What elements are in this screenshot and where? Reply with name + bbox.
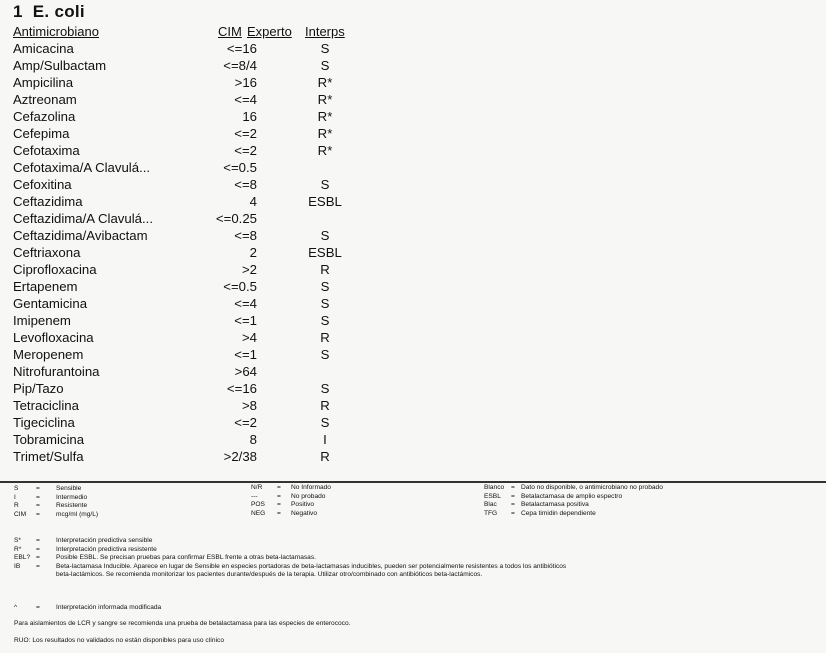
interpretation: S — [320, 58, 330, 73]
antimicrobial-name: Ceftriaxona — [13, 245, 81, 260]
ruo-note: RUO: Los resultados no validados no están disponibles para uso clínico — [14, 637, 225, 644]
interpretation: ESBL — [308, 245, 342, 260]
cim-value: <=1 — [234, 313, 257, 328]
modified-desc: Interpretación informada modificada — [56, 604, 162, 611]
antimicrobial-name: Pip/Tazo — [13, 381, 64, 396]
table-row — [13, 363, 413, 380]
interpretation: S — [320, 228, 330, 243]
interpretation: R* — [317, 92, 333, 107]
antimicrobial-name: Tobramicina — [13, 432, 85, 447]
table-row — [13, 108, 413, 125]
legend-divider — [0, 481, 826, 483]
cim-value: 16 — [242, 109, 257, 124]
table-row — [13, 397, 413, 414]
antimicrobial-name: Cefepima — [13, 126, 70, 141]
note-continuation: beta-lactámicos. Se recomienda monitorizar los pacientes durante/después de la terapia. Utilizar otro/combinado con antibióticos beta-lactámicos. — [56, 571, 483, 579]
table-row — [13, 210, 413, 227]
cim-value: <=8 — [234, 228, 257, 243]
antimicrobial-name: Ampicilina — [13, 75, 74, 90]
interpretation: R — [320, 398, 330, 413]
legend-entry — [251, 501, 331, 510]
table-row — [13, 346, 413, 363]
cim-value: <=8 — [234, 177, 257, 192]
cim-value: <=0.25 — [215, 211, 257, 226]
note-entry — [14, 546, 566, 555]
legend-entry — [484, 484, 663, 493]
cim-value: <=4 — [234, 296, 257, 311]
lcr-note: Para aislamientos de LCR y sangre se recomienda una prueba de betalactamasa para las especies de enterococo. — [14, 620, 351, 627]
legend-entry — [14, 502, 98, 511]
report-title — [13, 2, 85, 22]
equals-sign: = — [511, 501, 515, 509]
legend-entry — [251, 510, 331, 519]
note-description: Interpretación predictiva resistente — [56, 545, 157, 553]
cim-value: <=2 — [234, 143, 257, 158]
antimicrobial-name: Aztreonam — [13, 92, 77, 107]
legend-key: TFG — [484, 509, 498, 517]
antimicrobial-name: Levofloxacina — [13, 330, 94, 345]
modified-note — [14, 604, 161, 611]
antimicrobial-name: Ceftazidima — [13, 194, 83, 209]
legend-entry — [484, 510, 663, 519]
legend-column-2 — [251, 484, 331, 518]
table-row — [13, 278, 413, 295]
cim-value: <=4 — [234, 92, 257, 107]
cim-value: <=2 — [234, 415, 257, 430]
interpretation: ESBL — [308, 194, 342, 209]
interpretation: S — [320, 381, 330, 396]
interpretation: R* — [317, 75, 333, 90]
equals-sign: = — [36, 537, 40, 544]
antimicrobial-name: Amicacina — [13, 41, 74, 56]
legend-description: No Informado — [291, 484, 331, 491]
legend-key: S — [14, 485, 19, 492]
cim-value: 4 — [249, 194, 257, 209]
cim-value: <=0.5 — [223, 160, 257, 175]
cim-value: <=2 — [234, 126, 257, 141]
legend-key: Blanco — [484, 484, 505, 491]
table-row — [13, 244, 413, 261]
antimicrobial-name: Ceftazidima/Avibactam — [13, 228, 148, 243]
table-row — [13, 329, 413, 346]
legend-key: POS — [251, 501, 265, 509]
interpretation: S — [320, 177, 330, 192]
column-header-interps: Interps — [305, 24, 345, 39]
equals-sign: = — [36, 493, 40, 501]
legend-key: Blac — [484, 501, 497, 509]
table-row — [13, 91, 413, 108]
antimicrobial-name: Cefoxitina — [13, 177, 72, 192]
legend-description: Betalactamasa de amplio espectro — [521, 492, 623, 500]
equals-sign: = — [36, 510, 40, 518]
antimicrobial-name: Meropenem — [13, 347, 84, 362]
interpretation: R — [320, 330, 330, 345]
legend-key: NEG — [251, 509, 266, 517]
equals-sign: = — [277, 492, 281, 500]
note-key: R* — [14, 545, 22, 553]
equals-sign: = — [511, 484, 515, 491]
legend-key: N/R — [251, 484, 263, 491]
table-row — [13, 125, 413, 142]
legend-description: mcg/ml (mg/L) — [56, 510, 99, 518]
interpretation: I — [323, 432, 327, 447]
note-key: EBL? — [14, 554, 31, 562]
interpretation: R* — [317, 126, 333, 141]
equals-sign: = — [511, 509, 515, 517]
table-row — [13, 431, 413, 448]
antimicrobial-name: Cefotaxima/A Clavulá... — [13, 160, 151, 175]
legend-key: CIM — [14, 510, 27, 518]
cim-value: <=16 — [226, 381, 257, 396]
legend-description: No probado — [291, 492, 326, 500]
interpretation: S — [320, 279, 330, 294]
interpretation: R* — [317, 109, 333, 124]
legend-description: Betalactamasa positiva — [521, 501, 589, 509]
isolate-number: 1 — [13, 2, 23, 21]
cim-value: >16 — [234, 75, 257, 90]
legend-description: Resistente — [56, 502, 88, 510]
table-row — [13, 57, 413, 74]
legend-description: Positivo — [291, 501, 315, 509]
legend-entry — [484, 501, 663, 510]
antimicrobial-name: Cefazolina — [13, 109, 76, 124]
table-row — [13, 448, 413, 465]
legend-entry — [251, 484, 331, 493]
cim-value: >8 — [241, 398, 257, 413]
note-key: S* — [14, 537, 21, 544]
table-row — [13, 261, 413, 278]
column-header-antimicrobial: Antimicrobiano — [13, 24, 99, 39]
table-row — [13, 74, 413, 91]
legend-column-3 — [484, 484, 663, 518]
legend-entry — [484, 493, 663, 502]
antimicrobial-name: Tigeciclina — [13, 415, 75, 430]
equals-sign: = — [36, 554, 40, 562]
legend-key: ESBL — [484, 492, 501, 500]
table-row — [13, 193, 413, 210]
antimicrobial-name: Tetraciclina — [13, 398, 79, 413]
table-row — [13, 159, 413, 176]
note-description: Posible ESBL. Se precisan pruebas para confirmar ESBL frente a otras beta-lactamasas. — [56, 554, 316, 562]
results-table — [13, 40, 413, 465]
legend-entry — [14, 485, 98, 494]
legend-description: Sensible — [56, 485, 82, 492]
table-row — [13, 312, 413, 329]
note-description: Interpretación predictiva sensible — [56, 537, 153, 544]
note-description: Beta-lactamasa Inducible. Aparece en lugar de Sensible en especies portadoras de beta-lactamasas inducibles, pueden ser potencialmente resistentes a todos los antibióticos — [56, 562, 567, 570]
legend-description: Dato no disponible, o antimicrobiano no probado — [521, 484, 663, 491]
organism-name: E. coli — [32, 2, 85, 21]
note-key: IB — [14, 562, 21, 570]
table-row — [13, 142, 413, 159]
legend-key: I — [14, 493, 16, 501]
equals-sign: = — [277, 484, 281, 491]
note-entry — [14, 554, 566, 563]
antimicrobial-name: Gentamicina — [13, 296, 88, 311]
equals-sign: = — [36, 545, 40, 553]
legend-key: R — [14, 502, 19, 510]
antimicrobial-name: Amp/Sulbactam — [13, 58, 107, 73]
antimicrobial-name: Ciprofloxacina — [13, 262, 97, 277]
interpretation-notes — [14, 537, 566, 580]
cim-value: >2/38 — [223, 449, 257, 464]
cim-value: <=16 — [226, 41, 257, 56]
cim-value: 2 — [249, 245, 257, 260]
note-entry — [14, 537, 566, 546]
table-row — [13, 176, 413, 193]
interpretation: R* — [317, 143, 333, 158]
table-row — [13, 414, 413, 431]
antimicrobial-name: Nitrofurantoina — [13, 364, 100, 379]
cim-value: <=8/4 — [223, 58, 257, 73]
equals-sign: = — [277, 509, 281, 517]
legend-description: Intermedio — [56, 493, 88, 501]
note-entry — [14, 563, 566, 572]
column-header-expert: Experto — [247, 24, 292, 39]
column-header-cim: CIM — [218, 24, 242, 39]
antimicrobial-name: Cefotaxima — [13, 143, 80, 158]
interpretation: R — [320, 449, 330, 464]
cim-value: 8 — [249, 432, 257, 447]
table-row — [13, 227, 413, 244]
equals-sign: = — [36, 485, 40, 492]
legend-key: --- — [251, 492, 258, 500]
legend-column-1 — [14, 485, 98, 519]
cim-value: <=1 — [234, 347, 257, 362]
interpretation: S — [320, 415, 330, 430]
legend-entry — [14, 511, 98, 520]
legend-description: Negativo — [291, 509, 318, 517]
legend-entry — [251, 493, 331, 502]
interpretation: R — [320, 262, 330, 277]
table-row — [13, 380, 413, 397]
modified-key: ^ — [14, 604, 18, 611]
antimicrobial-name: Imipenem — [13, 313, 71, 328]
cim-value: >4 — [241, 330, 257, 345]
interpretation: S — [320, 347, 330, 362]
equals-sign: = — [36, 502, 40, 510]
antimicrobial-name: Ceftazidima/A Clavulá... — [13, 211, 153, 226]
equals-sign: = — [277, 501, 281, 509]
antimicrobial-name: Ertapenem — [13, 279, 78, 294]
antimicrobial-name: Trimet/Sulfa — [13, 449, 84, 464]
interpretation: S — [320, 296, 330, 311]
cim-value: <=0.5 — [223, 279, 257, 294]
equals-sign: = — [511, 492, 515, 500]
equals-sign: = — [36, 562, 40, 570]
interpretation: S — [320, 41, 330, 56]
cim-value: >64 — [234, 364, 257, 379]
legend-entry — [14, 494, 98, 503]
cim-value: >2 — [241, 262, 257, 277]
table-row — [13, 40, 413, 57]
legend-description: Cepa timidin dependiente — [521, 509, 596, 517]
equals-sign: = — [36, 604, 40, 611]
table-row — [13, 295, 413, 312]
interpretation: S — [320, 313, 330, 328]
